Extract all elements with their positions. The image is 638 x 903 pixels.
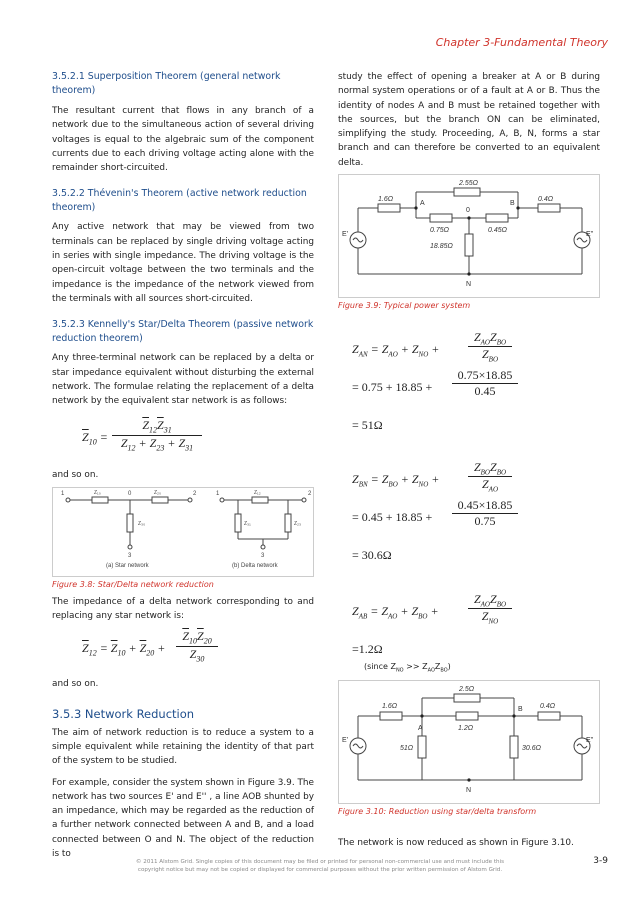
- network-reduction-body-1: The aim of network reduction is to reduce a system to a simple equivalent while retaining the identity of that part of the system to be studied.: [52, 727, 314, 767]
- page-number: 3-9: [593, 856, 608, 866]
- figure-3-9-caption: Figure 3.9: Typical power system: [338, 301, 471, 311]
- fig310-node-b: B: [518, 705, 523, 713]
- fig310-node-n: N: [466, 786, 472, 794]
- figure-3-8-caption: Figure 3.8: Star/Delta network reduction: [52, 579, 214, 589]
- fig39-node-b: B: [510, 200, 515, 208]
- and-so-on-1: and so on.: [52, 470, 99, 481]
- star-node-0: 0: [128, 490, 132, 497]
- delta-network-label: (b) Delta network: [232, 562, 278, 569]
- section-title-superposition: 3.5.2.1 Superposition Theorem (general network theorem): [52, 71, 281, 96]
- star-delta-body: Any three-terminal network can be replaced by a delta or star impedance equivalent without disturbing the external network. The formulae relating the replacement of a delta network by the equivalent star network is as follows:: [52, 353, 314, 407]
- fig310-source-e1: E': [342, 736, 349, 744]
- eq-ab-note: (since $Z_{NO} >> Z_{AO}Z_{BO}$): [364, 662, 451, 674]
- eq-an-line2: = 0.75 + 18.85 +: [352, 380, 433, 395]
- fig39-r-on: 18.85Ω: [430, 243, 453, 251]
- closing-text: The network is now reduced as shown in Figure 3.10.: [338, 837, 574, 848]
- star-z20-label: Z₂₀: [154, 489, 162, 496]
- fig310-r-left: 1.6Ω: [382, 702, 398, 710]
- delta-node-2: 2: [308, 490, 312, 497]
- delta-z31-label: Z₃₁: [244, 520, 251, 527]
- fig39-node-o: 0: [466, 207, 470, 215]
- fig39-r-left: 1.6Ω: [378, 196, 394, 204]
- star-z30-label: Z₃₀: [138, 520, 146, 527]
- fig310-source-e2: E'': [586, 736, 594, 744]
- star-z10-label: Z₁₀: [94, 489, 101, 496]
- delta-z23-label: Z₂₃: [294, 520, 302, 527]
- fig310-r-top: 2.5Ω: [459, 685, 475, 693]
- figure-3-10-star-delta-reduction: [338, 680, 600, 804]
- section-title-star-delta: 3.5.2.3 Kennelly's Star/Delta Theorem (passive network reduction theorem): [52, 319, 314, 345]
- fig310-r-bn: 30.6Ω: [522, 744, 541, 752]
- delta-node-3: 3: [261, 552, 265, 559]
- left-column: [52, 70, 314, 861]
- section-title-network-reduction: 3.5.3 Network Reduction: [52, 706, 195, 721]
- fig310-node-a: A: [418, 724, 423, 732]
- delta-impedance-body: The impedance of a delta network corresponding to and replacing any star network is:: [52, 596, 314, 622]
- right-column: [338, 70, 600, 850]
- eq-ab-result: =1.2Ω: [352, 642, 383, 657]
- fig39-node-a: A: [420, 200, 425, 208]
- fig310-r-right: 0.4Ω: [540, 702, 556, 710]
- star-network-label: (a) Star network: [106, 562, 149, 569]
- eq-bn-line2: = 0.45 + 18.85 +: [352, 510, 433, 525]
- reduction-continued-body: study the effect of opening a breaker at A or B during normal system operations or of a fault at A or B. Thus the identity of nodes A and B must be retained together with the sources, but the branch ON can be eliminated, simplifying the study. Proceeding, A, B, N, forms a star branch and can therefore be converted to an equivalent delta.: [338, 72, 600, 168]
- eq-an-num: 0.75×18.85: [452, 368, 518, 384]
- eq-bn-den: 0.75: [474, 514, 496, 529]
- eq-an-result: = 51Ω: [352, 418, 383, 433]
- fig39-r-right: 0.4Ω: [538, 196, 554, 204]
- copyright-footer: © 2011 Alstom Grid. Single copies of this document may be filed or printed for personal non-commercial use and must include this copyright notice but may not be copied or displayed for commercial purposes without the prior written permission of Alstom Grid.: [135, 859, 505, 873]
- fig39-source-e1: E': [342, 231, 349, 239]
- equation-z-an: $Z_{AN} = Z_{AO} + Z_{NO}$ + $Z_{AO}Z_{BO}$ $Z_{BO}$ = 0.75 + 18.85 + $\frac{0.75\times 18.85}{0.45}$ = 51Ω: [338, 328, 600, 450]
- thevenin-body: Any active network that may be viewed from two terminals can be replaced by single driving voltage acting in series with single impedance. The driving voltage is the open-circuit voltage between the two terminals and the impedance is the impedance of the network viewed from the terminals with all sources short-circuited.: [52, 222, 314, 304]
- delta-node-1: 1: [216, 490, 220, 497]
- delta-z12-label: Z₁₂: [254, 489, 261, 496]
- equation-z10: $\overline{Z}_{10}$ = $\overline{Z}_{12}\overline{Z}_{31}$ $\overline{Z}_{12} + \overline{Z}_{23} + \overline{Z}_{31}$: [52, 412, 314, 468]
- fig310-r-an: 51Ω: [400, 744, 414, 752]
- fig39-r-bo: 0.45Ω: [488, 227, 507, 235]
- fig39-r-top: 2.55Ω: [459, 180, 478, 188]
- fig39-source-e2: E'': [586, 231, 594, 239]
- fig39-node-n: N: [466, 281, 472, 289]
- eq-bn-num: 0.45×18.85: [452, 498, 518, 514]
- star-node-3: 3: [128, 552, 132, 559]
- section-title-thevenin: 3.5.2.2 Thévenin's Theorem (active network reduction theorem): [52, 188, 307, 214]
- figure-3-8-star-delta: [52, 487, 314, 577]
- figure-3-9-typical-power-system: [338, 174, 600, 298]
- eq-an-den: 0.45: [474, 384, 496, 399]
- superposition-body: The resultant current that flows in any branch of a network due to the simultaneous action of several driving voltages is equal to the algebraic sum of the component currents due to each driving voltage acting alone with the remainder short-circuited.: [52, 106, 314, 174]
- and-so-on-2: and so on.: [52, 679, 99, 690]
- star-node-1: 1: [61, 490, 65, 497]
- figure-3-10-caption: Figure 3.10: Reduction using star/delta transform: [338, 806, 537, 816]
- eq-bn-result: = 30.6Ω: [352, 548, 392, 563]
- equation-z-bn: $Z_{BN} = Z_{BO} + Z_{NO}$ + $Z_{BO}Z_{BO}$ $Z_{AO}$ = 0.45 + 18.85 + $\frac{0.45\times 18.85}{0.75}$ = 30.6Ω: [338, 458, 600, 580]
- equation-z12: $\overline{Z}_{12} = \overline{Z}_{10} + \overline{Z}_{20}$ + $\overline{Z}_{10}\overline{Z}_{20}$ $\overline{Z}_{30}$: [52, 623, 314, 677]
- fig310-r-ab: 1.2Ω: [458, 724, 474, 732]
- chapter-header: Chapter 3-Fundamental Theory: [435, 36, 608, 49]
- star-node-2: 2: [193, 490, 197, 497]
- network-reduction-body-2: For example, consider the system shown in Figure 3.9. The network has two sources E' and E'' , a line AOB shunted by an impedance, which may be regarded as the reduction of a further network connected between A and B, and a load connected between O and N. The object of the reduction is to: [52, 777, 314, 860]
- fig39-r-ao: 0.75Ω: [430, 227, 449, 235]
- equation-z-ab: $Z_{AB} = Z_{AO} + Z_{BO}$ + $Z_{AO}Z_{BO}$ $Z_{NO}$ =1.2Ω: [338, 590, 600, 664]
